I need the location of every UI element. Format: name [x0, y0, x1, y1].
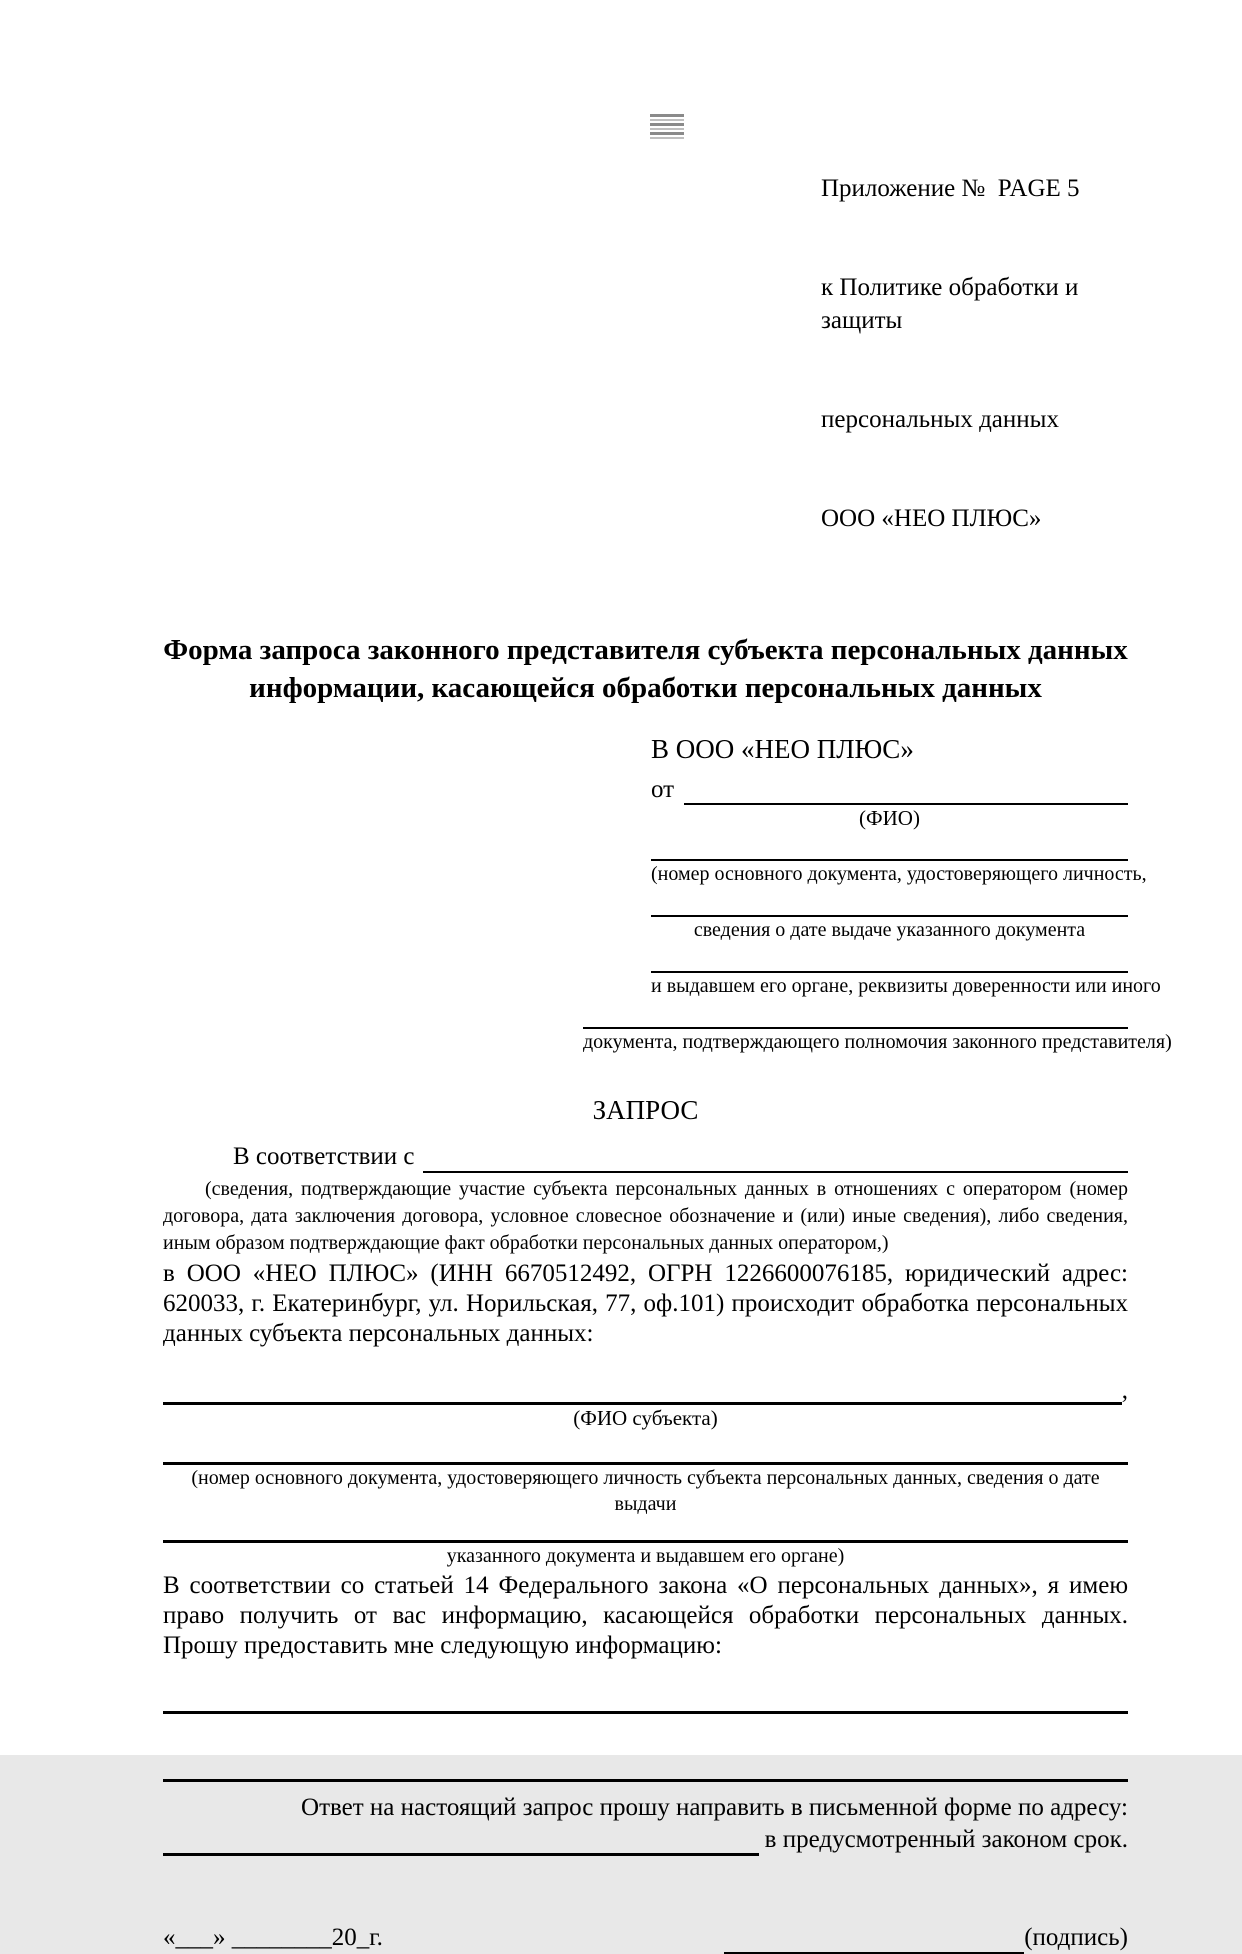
appendix-header-line: ООО «НЕО ПЛЮС»: [821, 505, 1042, 532]
appendix-header-line: персональных данных: [821, 406, 1059, 433]
signature-group: [724, 1922, 1128, 1954]
request-heading: ЗАПРОС: [592, 1095, 699, 1125]
subject-doc-caption-2: указанного документа и выдавшем его органе): [446, 1545, 845, 1567]
embedded-object-icon: [650, 114, 684, 141]
reply-address-blank-field: [163, 1853, 759, 1856]
document-title: Форма запроса законного представителя субъекта персональных данных информации, касающейся обработки персональных данных: [163, 634, 1128, 704]
subject-doc-caption-1: (номер основного документа, удостоверяющего личность субъекта персональных данных, сведения о дате выдачи: [191, 1467, 1100, 1515]
addressee-block: [583, 731, 1172, 1055]
appendix-header: [821, 106, 1128, 601]
info-blank-field-1: [163, 1711, 1128, 1714]
doc-powers-blank-field: [583, 999, 1128, 1029]
date-line: «___» ________20_г.: [163, 1924, 383, 1951]
subject-fio-row: [163, 1377, 1128, 1405]
reply-tail: в предусмотренный законом срок.: [764, 1826, 1128, 1853]
subject-doc-blank-field-2: [163, 1517, 1128, 1543]
addressee-to: В ООО «НЕО ПЛЮС»: [651, 734, 914, 764]
doc-number-caption: (номер основного документа, удостоверяющего личность,: [651, 863, 1147, 885]
reply-address-row: [163, 1824, 1128, 1856]
doc-issue-date-caption: сведения о дате выдаче указанного документа: [693, 919, 1086, 941]
law-paragraph: В соответствии со статьей 14 Федерального закона «О персональных данных», я имею право получить от вас информацию, касающейся обработки персональных данных. Прошу предоставить мне следующую информацию:: [163, 1572, 1128, 1659]
fine-print-caption: (сведения, подтверждающие участие субъекта персональных данных в отношениях с оператором (номер договора, дата заключения договора, условное словесное обозначение и (или) иные сведения), либо сведения, иным образом подтверждающие факт обработки персональных данных оператором,): [163, 1178, 1128, 1254]
doc-number-blank-field: [651, 831, 1128, 861]
fio-caption: (ФИО): [859, 806, 920, 830]
doc-authority-blank-field: [651, 943, 1128, 973]
doc-authority-caption: и выдавшем его органе, реквизиты доверенности или иного: [651, 975, 1161, 997]
subject-doc-blank-field: [163, 1439, 1128, 1465]
intro-blank-field: [423, 1171, 1128, 1173]
appendix-header-line: Приложение № PAGE 5: [821, 175, 1080, 202]
doc-issue-date-blank-field: [651, 887, 1128, 917]
subject-line-comma: ,: [1121, 1377, 1128, 1404]
signature-caption: (подпись): [1024, 1924, 1128, 1951]
signature-blank-field: [724, 1926, 1024, 1954]
footer-row: [163, 1922, 1128, 1954]
intro-row: [163, 1141, 1128, 1173]
operator-paragraph: в ООО «НЕО ПЛЮС» (ИНН 6670512492, ОГРН 1226600076185, юридический адрес: 620033, г. Екатеринбург, ул. Норильская, 77, оф.101) происходит обработка персональных данных субъекта персональных данных:: [163, 1260, 1128, 1347]
reply-line: Ответ на настоящий запрос прошу направить в письменной форме по адресу:: [301, 1794, 1128, 1821]
from-label: от: [651, 776, 675, 803]
appendix-header-line: к Политике обработки и защиты: [821, 274, 1085, 334]
subject-fio-caption: (ФИО субъекта): [573, 1406, 718, 1430]
doc-powers-caption: документа, подтверждающего полномочия законного представителя): [583, 1031, 1172, 1053]
intro-label: В соответствии с: [233, 1143, 415, 1170]
info-blank-field-2: [163, 1756, 1128, 1782]
from-row: [651, 775, 1128, 805]
